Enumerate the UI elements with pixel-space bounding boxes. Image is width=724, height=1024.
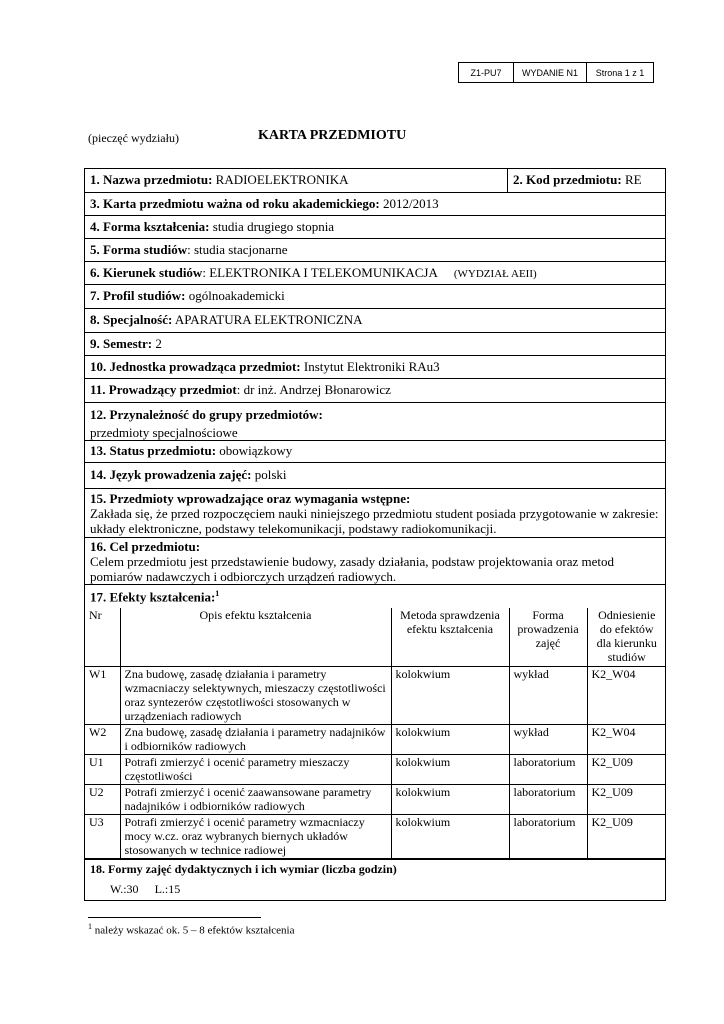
page-title: KARTA PRZEDMIOTU — [258, 128, 407, 143]
col-header-form: Forma prowadzenia zajęć — [509, 608, 587, 666]
field-semester: 9. Semestr: 2 — [85, 333, 666, 356]
col-header-nr: Nr — [85, 608, 120, 666]
doc-edition: WYDANIE N1 — [514, 63, 587, 83]
field-course-group: 12. Przynależność do grupy przedmiotów: przedmioty specjalnościowe — [85, 403, 666, 441]
field-learning-outcomes: 17. Efekty kształcenia:$^1$ Nr Opis efektu kształcenia Metoda sprawdzenia efektu kształcenia Forma prowadzenia zajęć Odniesienie do efektów dla kierunku studiów W1 Zna budowę, zasadę działania i parametry wzmacniaczy selektywnych, mieszaczy częstotliwości oraz syntezerów częstotliwości stosowanych w urządzeniach radiowych kolokwium wykład K2_W04 W2 Zna budowę, zasadę działania i parametry nadajników i odbiorników radiowych kolokwium wykład K2_W04 U1 Potrafi zmierzyć i ocenić parametry mieszaczy częstotliwości kolokwium laboratorium K2_U09 U2 Potrafi zmierzyć i ocenić zaawansowane parametry nadajników i odbiorników radiowych kolokwium laboratorium K2_U09 U3 Potrafi zmierzyć i ocenić parametry wzmacniaczy mocy w.cz. oraz wybranych biernych układów stosowanych w technice radiowej kolokwium laboratorium K2_U09 — [85, 585, 666, 860]
field-specialty: 8. Specjalność: APARATURA ELEKTRONICZNA — [85, 309, 666, 333]
field-unit: 10. Jednostka prowadząca przedmiot: Instytut Elektroniki RAu3 — [85, 356, 666, 379]
footnote-separator — [88, 917, 261, 918]
field-class-forms: 18. Formy zajęć dydaktycznych i ich wymiar (liczba godzin) W.:30 L.:15 — [85, 859, 666, 900]
field-study-profile: 7. Profil studiów: ogólnoakademicki — [85, 285, 666, 309]
field-prerequisites: 15. Przedmioty wprowadzające oraz wymagania wstępne: Zakłada się, że przed rozpoczęciem nauki niniejszego przedmiotu student posiada przygotowanie w zakresie: układy elektroniczne, podstawy telekomunikacji, podstawy radiokomunikacji. — [85, 489, 666, 538]
lab-hours: L.:15 — [154, 881, 181, 896]
table-row: U3 Potrafi zmierzyć i ocenić parametry wzmacniaczy mocy w.cz. oraz wybranych biernych układów stosowanych w technice radiowej kolokwium laboratorium K2_U09 — [85, 814, 666, 858]
col-header-description: Opis efektu kształcenia — [120, 608, 391, 666]
field-valid-year: 3. Karta przedmiotu ważna od roku akademickiego: 2012/2013 — [85, 193, 666, 216]
table-row: W2 Zna budowę, zasadę działania i parametry nadajników i odbiorników radiowych kolokwium wykład K2_W04 — [85, 724, 666, 754]
field-course-status: 13. Status przedmiotu: obowiązkowy — [85, 441, 666, 463]
lecture-hours: W.:30 — [110, 881, 139, 896]
field-language: 14. Język prowadzenia zajęć: polski — [85, 463, 666, 489]
col-header-method: Metoda sprawdzenia efektu kształcenia — [391, 608, 509, 666]
field-education-form: 4. Forma kształcenia: studia drugiego stopnia — [85, 216, 666, 239]
course-card-table — [84, 168, 666, 901]
table-row: W1 Zna budowę, zasadę działania i parametry wzmacniaczy selektywnych, mieszaczy częstotliwości oraz syntezerów częstotliwości stosowanych w urządzeniach radiowych kolokwium wykład K2_W04 — [85, 666, 666, 724]
footnote: $^1$ należy wskazać ok. 5 – 8 efektów kształcenia — [88, 922, 295, 937]
doc-code: Z1-PU7 — [459, 63, 514, 83]
field-lecturer: 11. Prowadzący przedmiot: dr inż. Andrzej Błonarowicz — [85, 379, 666, 403]
document-header-table — [458, 62, 654, 83]
field-course-name: 1. Nazwa przedmiotu: RADIOELEKTRONIKA — [85, 169, 508, 193]
field-study-direction: 6. Kierunek studiów: ELEKTRONIKA I TELEKOMUNIKACJA (WYDZIAŁ AEII) — [85, 262, 666, 285]
table-row: U2 Potrafi zmierzyć i ocenić zaawansowane parametry nadajników i odbiorników radiowych kolokwium laboratorium K2_U09 — [85, 784, 666, 814]
table-row: U1 Potrafi zmierzyć i ocenić parametry mieszaczy częstotliwości kolokwium laboratorium K2_U09 — [85, 754, 666, 784]
field-course-code: 2. Kod przedmiotu: RE — [508, 169, 666, 193]
col-header-reference: Odniesienie do efektów dla kierunku studiów — [587, 608, 666, 666]
field-course-goal: 16. Cel przedmiotu: Celem przedmiotu jest przedstawienie budowy, zasady działania, podstaw projektowania oraz metod pomiarów nadawczych i odbiorczych urządzeń radiowych. — [85, 538, 666, 585]
faculty-stamp: (pieczęć wydziału) — [88, 131, 179, 145]
field-study-form: 5. Forma studiów: studia stacjonarne — [85, 239, 666, 262]
doc-page: Strona 1 z 1 — [587, 63, 654, 83]
outcomes-table — [85, 608, 666, 859]
